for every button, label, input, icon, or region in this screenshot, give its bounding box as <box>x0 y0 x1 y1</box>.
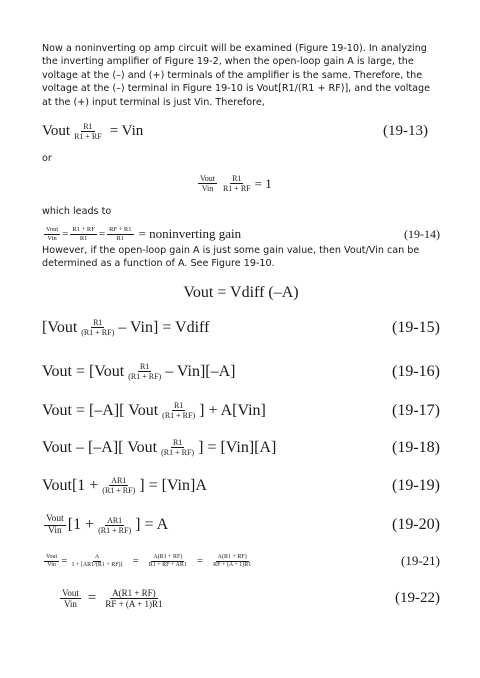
eq19-pre: Vout[1 + <box>42 476 99 494</box>
ratio-num1: Vout <box>200 174 215 183</box>
equation-19-22 <box>58 588 440 610</box>
eq13-denominator: R1 + RF <box>74 132 102 142</box>
equation-19-17 <box>42 401 440 420</box>
eq21-den3: R1 + RF + AR1 <box>148 561 187 568</box>
equation-19-20 <box>42 514 440 537</box>
eq18-pre: Vout – [–A][ Vout <box>42 438 158 456</box>
eq14-frac2 <box>70 226 96 242</box>
eq13-number: (19-13) <box>383 123 428 140</box>
eq15-numerator: R1 <box>93 318 103 327</box>
eq14-frac1 <box>44 226 60 242</box>
eq21-frac4 <box>211 554 253 569</box>
eq21-den4: RF + (A + 1)R1 <box>213 561 252 568</box>
or-label: or <box>42 153 52 164</box>
eq20-num1: Vout <box>46 514 64 524</box>
equation-19-15 <box>42 318 440 337</box>
ratio-frac1 <box>198 174 217 193</box>
eq21-equals3: = <box>196 555 204 567</box>
eq21-num4: A(R1 + RF) <box>217 553 247 560</box>
eq22-den1: Vin <box>63 599 77 610</box>
ratio-den1: Vin <box>201 184 214 194</box>
eq14-den3: R1 <box>116 234 125 242</box>
eq21-equals2: = <box>132 555 139 567</box>
eq21-num3: A(R1 + RF) <box>153 553 183 560</box>
eq14-frac3 <box>107 226 133 242</box>
eq14-den2: R1 <box>79 234 88 242</box>
eq17-numerator: R1 <box>173 401 184 410</box>
eq21-num2: A <box>94 553 100 560</box>
intro-paragraph: Now a noninverting op amp circuit will be examined (Figure 19-10). In analyzing the inverting amplifier of Figure 19-2, when the open-loop gain A is large, the voltage at the (–) and (+) terminals of the amplifier is the same. Therefore, the voltage at the (–) terminal in Figure 19-10 is Vout[R1/(R1 + RF)], and the voltage at the (+) input terminal is just Vin. Therefore, <box>42 43 431 108</box>
eq20-frac1 <box>44 514 66 537</box>
eq19-denominator: (R1 + RF) <box>102 486 136 496</box>
ratio-frac2 <box>221 174 253 193</box>
eq21-den2: 1 + [AR1/(R1 + RF)] <box>71 561 123 568</box>
equation-19-19 <box>42 476 440 495</box>
eq22-number: (19-22) <box>395 590 440 607</box>
eq14-num2: R1 + RF <box>72 226 95 234</box>
eq20-frac2 <box>96 516 133 535</box>
eq21-num1: Vout <box>46 553 58 560</box>
eq22-den2: RF + (A + 1)R1 <box>105 599 163 610</box>
eq21-frac3 <box>147 554 189 569</box>
eq19-number: (19-19) <box>392 476 440 494</box>
eq14-den1: Vin <box>47 234 57 242</box>
eq14-rhs: = noninverting gain <box>138 226 242 241</box>
equation-ratio <box>196 174 272 193</box>
eq22-frac1 <box>60 588 81 610</box>
eq15-number: (19-15) <box>392 318 440 336</box>
eq16-post: – Vin][–A] <box>165 362 236 380</box>
eq19-post: ] = [Vin]A <box>139 476 207 494</box>
eq21-den1: Vin <box>47 561 56 568</box>
equation-19-16 <box>42 362 440 381</box>
eq15-post: – Vin] = Vdiff <box>118 318 210 336</box>
eq18-number: (19-18) <box>392 438 440 456</box>
eq21-number: (19-21) <box>401 553 440 568</box>
eq14-equals2: = <box>98 228 106 240</box>
eq13-lhs: Vout <box>42 123 71 140</box>
eq15-fraction <box>79 318 116 337</box>
eq17-post: ] + A[Vin] <box>199 401 266 419</box>
eq22-num2: A(R1 + RF) <box>112 588 156 598</box>
eq16-pre: Vout = [Vout <box>42 362 125 380</box>
eq21-frac2 <box>69 554 124 569</box>
leads-to-label: which leads to <box>42 206 112 217</box>
eq16-number: (19-16) <box>392 362 440 380</box>
eq14-equals1: = <box>62 228 69 240</box>
equation-19-13 <box>42 122 440 141</box>
eq20-post: ] = A <box>135 516 169 534</box>
eq14-number: (19-14) <box>404 226 440 241</box>
eq20-den1: Vin <box>48 525 62 536</box>
eq17-number: (19-17) <box>392 401 440 419</box>
eq22-equals: = <box>87 590 97 607</box>
eq20-mid: [1 + <box>67 516 95 534</box>
ratio-den2: R1 + RF <box>222 184 251 194</box>
eq20-num2: AR1 <box>107 515 123 525</box>
eq13-numerator: R1 <box>83 122 93 131</box>
eq20-number: (19-20) <box>392 516 440 534</box>
ratio-num2: R1 <box>232 174 242 183</box>
eq16-denominator: (R1 + RF) <box>128 372 162 382</box>
eq15-denominator: (R1 + RF) <box>81 328 115 338</box>
eq13-rhs: = Vin <box>109 123 144 140</box>
eq19-numerator: AR1 <box>111 476 127 485</box>
eq17-denominator: (R1 + RF) <box>162 411 196 421</box>
eq22-num1: Vout <box>62 588 79 598</box>
equation-19-18 <box>42 438 440 457</box>
paragraph-however: However, if the open-loop gain A is just some gain value, then Vout/Vin can be determined as a function of A. See Figure 19-10. <box>42 245 420 270</box>
eq13-fraction <box>72 122 104 141</box>
eq17-pre: Vout = [–A][ Vout <box>42 401 159 419</box>
eq18-fraction <box>159 438 196 457</box>
eq19-fraction <box>100 476 137 495</box>
equation-19-14 <box>42 226 440 242</box>
ratio-rhs: = 1 <box>254 175 272 191</box>
eq21-equals1: = <box>61 555 68 567</box>
equation-19-21 <box>42 553 440 569</box>
eq18-post: ] = [Vin][A] <box>198 438 277 456</box>
eq14-num1: Vout <box>46 226 59 234</box>
eq15-pre: [Vout <box>42 318 78 336</box>
eq18-numerator: R1 <box>172 438 183 447</box>
equation-vout-vdiff <box>42 284 440 302</box>
eq16-fraction <box>126 362 163 381</box>
eq14-num3: RF + R1 <box>109 226 132 234</box>
eq16-numerator: R1 <box>140 362 150 371</box>
eq21-frac1 <box>44 554 59 569</box>
eq20-den2: (R1 + RF) <box>98 525 132 535</box>
eq18-denominator: (R1 + RF) <box>161 448 195 458</box>
eq22-frac2 <box>103 588 164 610</box>
vout-vdiff-text: Vout = Vdiff (–A) <box>183 284 299 301</box>
eq17-fraction <box>160 401 197 420</box>
